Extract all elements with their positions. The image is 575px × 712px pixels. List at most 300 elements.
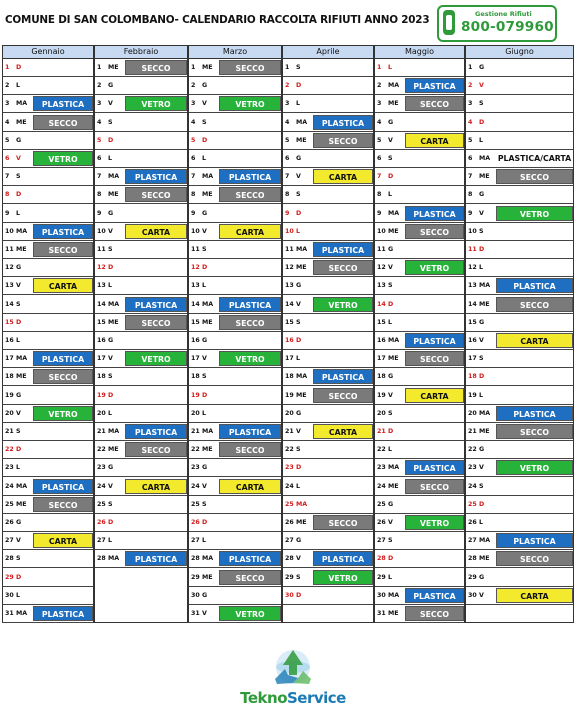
day-cell: [375, 550, 464, 568]
day-cell: [189, 77, 281, 95]
collection-tag-secco: SECCO: [313, 260, 373, 275]
day-cell: [375, 59, 464, 77]
collection-tag-plastica: PLASTICA: [405, 333, 464, 348]
day-number: 20: [97, 409, 106, 417]
day-number: 20: [377, 409, 386, 417]
day-cell: [466, 350, 573, 368]
phone-icon: [442, 9, 456, 36]
weekday: MA: [16, 482, 28, 490]
weekday: L: [388, 573, 393, 581]
weekday: V: [296, 173, 301, 181]
day-cell: [3, 332, 93, 350]
page-header: [0, 0, 575, 44]
day-number: 17: [285, 355, 294, 363]
collection-tag-carta: CARTA: [496, 588, 573, 603]
weekday: V: [388, 136, 393, 144]
page-title: COMUNE DI SAN COLOMBANO- CALENDARIO RACCOLTA RIFIUTI ANNO 2023: [5, 14, 430, 26]
weekday: V: [16, 282, 21, 290]
weekday: S: [296, 191, 301, 199]
day-number: 18: [5, 373, 14, 381]
day-cell: [189, 205, 281, 223]
day-number: 8: [285, 191, 290, 199]
day-cell: [3, 605, 93, 623]
day-number: 18: [468, 373, 477, 381]
weekday: D: [388, 300, 394, 308]
day-number: 13: [285, 282, 294, 290]
weekday: D: [479, 500, 485, 508]
collection-tag-vetro: VETRO: [405, 260, 464, 275]
collection-tag-plastica: PLASTICA: [496, 278, 573, 293]
weekday: V: [202, 610, 207, 617]
weekday: G: [108, 464, 114, 472]
collection-tag-carta: CARTA: [125, 224, 187, 239]
weekday: ME: [296, 264, 307, 272]
weekday: G: [108, 337, 114, 344]
day-number: 14: [97, 300, 106, 308]
day-number: 22: [377, 446, 386, 454]
day-number: 30: [377, 591, 386, 599]
day-number: 14: [468, 300, 477, 308]
day-number: 25: [191, 500, 200, 508]
day-number: 27: [5, 537, 14, 545]
day-cell: [189, 241, 281, 259]
weekday: G: [296, 409, 302, 417]
weekday: MA: [108, 300, 120, 308]
weekday: V: [108, 355, 113, 363]
day-cell: [95, 223, 187, 241]
day-cell: [466, 259, 573, 277]
day-number: 5: [191, 136, 196, 144]
day-cell: [95, 296, 187, 314]
weekday: L: [296, 482, 301, 490]
collection-tag-plastica: PLASTICA: [219, 551, 281, 566]
day-number: 5: [285, 136, 290, 144]
weekday: ME: [479, 428, 490, 435]
day-cell: [466, 95, 573, 113]
day-number: 30: [5, 591, 14, 599]
day-cell: [283, 459, 373, 477]
collection-tag-vetro: VETRO: [219, 606, 281, 621]
day-cell: [466, 478, 573, 496]
weekday: D: [202, 519, 208, 526]
day-number: 11: [191, 246, 200, 253]
day-number: 30: [468, 591, 477, 599]
day-number: 28: [377, 555, 386, 563]
day-number: 12: [5, 264, 14, 272]
day-cell: [3, 459, 93, 477]
weekday: L: [479, 519, 484, 526]
collection-tag-plasticacarta: PLASTICA/CARTA: [496, 151, 573, 166]
day-number: 31: [191, 610, 200, 617]
day-cell: [189, 332, 281, 350]
collection-tag-plastica: PLASTICA: [496, 533, 573, 548]
collection-tag-secco: SECCO: [219, 442, 281, 457]
day-number: 26: [468, 519, 477, 526]
collection-tag-plastica: PLASTICA: [405, 78, 464, 93]
logo-text-part1: Tekno: [240, 689, 287, 707]
day-number: 23: [468, 464, 477, 472]
day-number: 19: [5, 391, 14, 399]
day-cell: [375, 405, 464, 423]
weekday: S: [479, 100, 484, 108]
weekday: V: [202, 227, 207, 235]
collection-tag-plastica: PLASTICA: [33, 606, 93, 621]
weekday: D: [479, 246, 485, 253]
day-cell: [375, 441, 464, 459]
collection-tag-vetro: VETRO: [405, 515, 464, 530]
collection-tag-plastica: PLASTICA: [125, 551, 187, 566]
day-cell: [3, 350, 93, 368]
day-number: 28: [5, 555, 14, 563]
day-number: 12: [468, 264, 477, 272]
weekday: D: [16, 64, 22, 71]
weekday: ME: [388, 610, 399, 617]
collection-tag-plastica: PLASTICA: [125, 169, 187, 184]
weekday: D: [388, 555, 394, 563]
day-number: 19: [468, 391, 477, 399]
weekday: ME: [108, 64, 119, 71]
day-cell: [283, 587, 373, 605]
day-cell: [283, 550, 373, 568]
day-cell: [466, 532, 573, 550]
day-cell: [189, 296, 281, 314]
day-cell: [466, 241, 573, 259]
day-number: 5: [377, 136, 382, 144]
weekday: ME: [296, 391, 307, 399]
day-cell: [375, 223, 464, 241]
day-number: 6: [285, 155, 290, 162]
weekday: MA: [202, 428, 214, 435]
day-number: 7: [468, 173, 473, 181]
weekday: MA: [388, 337, 400, 344]
collection-tag-secco: SECCO: [313, 388, 373, 403]
month-header: Febbraio: [95, 46, 187, 59]
day-cell: [375, 514, 464, 532]
collection-tag-plastica: PLASTICA: [33, 351, 93, 366]
day-cell: [3, 132, 93, 150]
day-number: 8: [97, 191, 102, 199]
collection-tag-vetro: VETRO: [496, 206, 573, 221]
day-number: 13: [5, 282, 14, 290]
collection-tag-carta: CARTA: [313, 169, 373, 184]
collection-tag-vetro: VETRO: [219, 96, 281, 111]
weekday: L: [202, 282, 207, 290]
weekday: D: [16, 573, 22, 581]
weekday: S: [16, 555, 21, 563]
month-column-aprile: [282, 45, 374, 623]
day-number: 4: [468, 118, 473, 126]
day-number: 2: [97, 82, 102, 90]
day-number: 24: [191, 482, 200, 490]
day-cell: [283, 514, 373, 532]
day-cell: [375, 459, 464, 477]
day-cell: [466, 205, 573, 223]
weekday: MA: [388, 82, 400, 90]
weekday: MA: [479, 155, 491, 162]
month-column-gennaio: [2, 45, 94, 623]
day-number: 11: [468, 246, 477, 253]
day-cell: [3, 259, 93, 277]
collection-tag-plastica: PLASTICA: [125, 297, 187, 312]
weekday: V: [479, 464, 484, 472]
weekday: D: [16, 446, 22, 454]
day-number: 9: [468, 209, 473, 217]
collection-tag-secco: SECCO: [405, 479, 464, 494]
collection-tag-secco: SECCO: [125, 315, 187, 330]
day-cell: [283, 496, 373, 514]
day-number: 23: [5, 464, 14, 472]
weekday: G: [296, 537, 302, 545]
day-number: 10: [191, 227, 200, 235]
weekday: MA: [202, 300, 214, 308]
weekday: D: [296, 337, 302, 344]
day-cell: [3, 368, 93, 386]
day-cell: [189, 59, 281, 77]
day-cell: [189, 532, 281, 550]
day-cell: [283, 532, 373, 550]
day-cell: [95, 350, 187, 368]
day-number: 28: [97, 555, 106, 563]
weekday: S: [388, 409, 393, 417]
day-cell: [466, 550, 573, 568]
day-cell: [375, 423, 464, 441]
collection-tag-secco: SECCO: [33, 369, 93, 384]
day-cell: [466, 186, 573, 204]
day-number: 17: [97, 355, 106, 363]
weekday: D: [16, 318, 22, 326]
day-number: 20: [468, 409, 477, 417]
day-number: 9: [285, 209, 290, 217]
day-number: 25: [285, 500, 294, 508]
weekday: L: [108, 409, 113, 417]
weekday: MA: [296, 118, 308, 126]
weekday: V: [296, 300, 301, 308]
day-number: 17: [468, 355, 477, 363]
collection-tag-secco: SECCO: [125, 442, 187, 457]
day-cell: [3, 168, 93, 186]
weekday: V: [296, 555, 301, 563]
weekday: MA: [388, 209, 400, 217]
collection-tag-secco: SECCO: [405, 606, 464, 621]
day-cell: [95, 77, 187, 95]
collection-tag-secco: SECCO: [405, 224, 464, 239]
weekday: G: [202, 464, 208, 472]
weekday: L: [388, 318, 393, 326]
day-cell: [189, 496, 281, 514]
collection-tag-secco: SECCO: [405, 96, 464, 111]
day-number: 16: [97, 337, 106, 344]
day-number: 9: [377, 209, 382, 217]
weekday: MA: [202, 555, 214, 563]
day-cell: [3, 223, 93, 241]
day-number: 27: [377, 537, 386, 545]
day-cell: [283, 314, 373, 332]
weekday: G: [388, 500, 394, 508]
day-cell: [375, 332, 464, 350]
teknoservice-logo: [233, 645, 353, 707]
weekday: V: [388, 391, 393, 399]
day-cell: [189, 186, 281, 204]
weekday: V: [202, 355, 207, 363]
weekday: ME: [202, 64, 213, 71]
day-cell: [466, 77, 573, 95]
weekday: D: [296, 82, 302, 90]
day-number: 8: [191, 191, 196, 199]
weekday: D: [388, 428, 394, 435]
weekday: G: [108, 209, 114, 217]
day-cell: [466, 168, 573, 186]
day-cell: [95, 259, 187, 277]
day-number: 3: [377, 100, 382, 108]
day-number: 22: [285, 446, 294, 454]
weekday: MA: [388, 591, 400, 599]
day-cell: [95, 168, 187, 186]
collection-tag-vetro: VETRO: [313, 570, 373, 585]
weekday: ME: [296, 519, 307, 526]
day-number: 10: [468, 227, 477, 235]
day-cell: [95, 459, 187, 477]
day-cell: [3, 550, 93, 568]
day-cell: [95, 478, 187, 496]
weekday: D: [296, 209, 302, 217]
weekday: G: [479, 191, 485, 199]
day-cell: [3, 59, 93, 77]
weekday: MA: [479, 282, 491, 290]
day-cell: [95, 405, 187, 423]
day-number: 24: [377, 482, 386, 490]
day-cell: [3, 186, 93, 204]
weekday: ME: [108, 446, 119, 454]
weekday: G: [202, 82, 208, 90]
weekday: V: [108, 100, 113, 108]
day-number: 17: [377, 355, 386, 363]
collection-tag-carta: CARTA: [219, 479, 281, 494]
day-cell: [375, 186, 464, 204]
month-column-marzo: [188, 45, 282, 623]
day-number: 15: [377, 318, 386, 326]
day-number: 30: [191, 591, 200, 599]
day-cell: [466, 59, 573, 77]
day-number: 13: [191, 282, 200, 290]
day-number: 15: [191, 318, 200, 326]
day-cell: [95, 59, 187, 77]
day-cell: [3, 387, 93, 405]
day-number: 21: [5, 428, 14, 435]
collection-tag-plastica: PLASTICA: [219, 297, 281, 312]
collection-tag-plastica: PLASTICA: [405, 206, 464, 221]
weekday: L: [108, 537, 113, 545]
day-cell: [283, 132, 373, 150]
day-number: 22: [97, 446, 106, 454]
day-number: 8: [5, 191, 10, 199]
day-number: 1: [468, 64, 473, 71]
collection-tag-carta: CARTA: [313, 424, 373, 439]
weekday: S: [388, 155, 393, 162]
day-cell: [189, 168, 281, 186]
collection-tag-carta: CARTA: [33, 278, 93, 293]
day-number: 1: [377, 64, 382, 71]
day-number: 26: [5, 519, 14, 526]
day-cell: [95, 241, 187, 259]
weekday: MA: [202, 173, 214, 181]
collection-tag-carta: CARTA: [125, 479, 187, 494]
weekday: L: [202, 409, 207, 417]
weekday: S: [108, 118, 113, 126]
day-cell: [3, 95, 93, 113]
weekday: V: [479, 82, 484, 90]
weekday: MA: [296, 373, 308, 381]
day-number: 27: [97, 537, 106, 545]
day-number: 16: [285, 337, 294, 344]
weekday: ME: [388, 482, 399, 490]
collection-tag-plastica: PLASTICA: [33, 96, 93, 111]
day-cell: [3, 314, 93, 332]
collection-tag-secco: SECCO: [313, 515, 373, 530]
day-number: 14: [191, 300, 200, 308]
day-cell: [466, 587, 573, 605]
weekday: G: [479, 573, 485, 581]
weekday: V: [388, 264, 393, 272]
day-number: 25: [468, 500, 477, 508]
day-cell: [466, 405, 573, 423]
month-column-febbraio: [94, 45, 188, 623]
day-cell: [3, 205, 93, 223]
day-cell: [189, 423, 281, 441]
weekday: D: [16, 191, 22, 199]
day-cell: [375, 114, 464, 132]
collection-tag-secco: SECCO: [496, 297, 573, 312]
day-cell: [283, 168, 373, 186]
collection-tag-secco: SECCO: [33, 115, 93, 130]
weekday: MA: [16, 610, 28, 617]
day-cell: [189, 223, 281, 241]
day-number: 8: [377, 191, 382, 199]
collection-tag-plastica: PLASTICA: [313, 551, 373, 566]
day-number: 4: [377, 118, 382, 126]
weekday: D: [108, 264, 114, 272]
day-cell: [375, 496, 464, 514]
day-cell: [466, 150, 573, 168]
day-cell: [283, 569, 373, 587]
collection-tag-carta: CARTA: [33, 533, 93, 548]
day-number: 6: [468, 155, 473, 162]
day-cell: [3, 405, 93, 423]
day-number: 1: [285, 64, 290, 71]
day-number: 23: [97, 464, 106, 472]
weekday: MA: [108, 428, 120, 435]
weekday: D: [202, 136, 208, 144]
day-number: 26: [191, 519, 200, 526]
weekday: ME: [388, 227, 399, 235]
collection-tag-vetro: VETRO: [33, 406, 93, 421]
day-number: 4: [5, 118, 10, 126]
weekday: ME: [202, 573, 213, 581]
weekday: V: [296, 428, 301, 435]
day-cell: [283, 77, 373, 95]
weekday: G: [108, 82, 114, 90]
collection-tag-vetro: VETRO: [496, 460, 573, 475]
day-cell: [189, 405, 281, 423]
day-cell: [466, 514, 573, 532]
day-cell: [466, 441, 573, 459]
weekday: G: [16, 519, 22, 526]
collection-tag-secco: SECCO: [33, 242, 93, 257]
logo-text: [233, 689, 353, 707]
collection-tag-secco: SECCO: [219, 60, 281, 75]
collection-tag-vetro: VETRO: [219, 351, 281, 366]
day-cell: [95, 205, 187, 223]
day-cell: [3, 277, 93, 295]
